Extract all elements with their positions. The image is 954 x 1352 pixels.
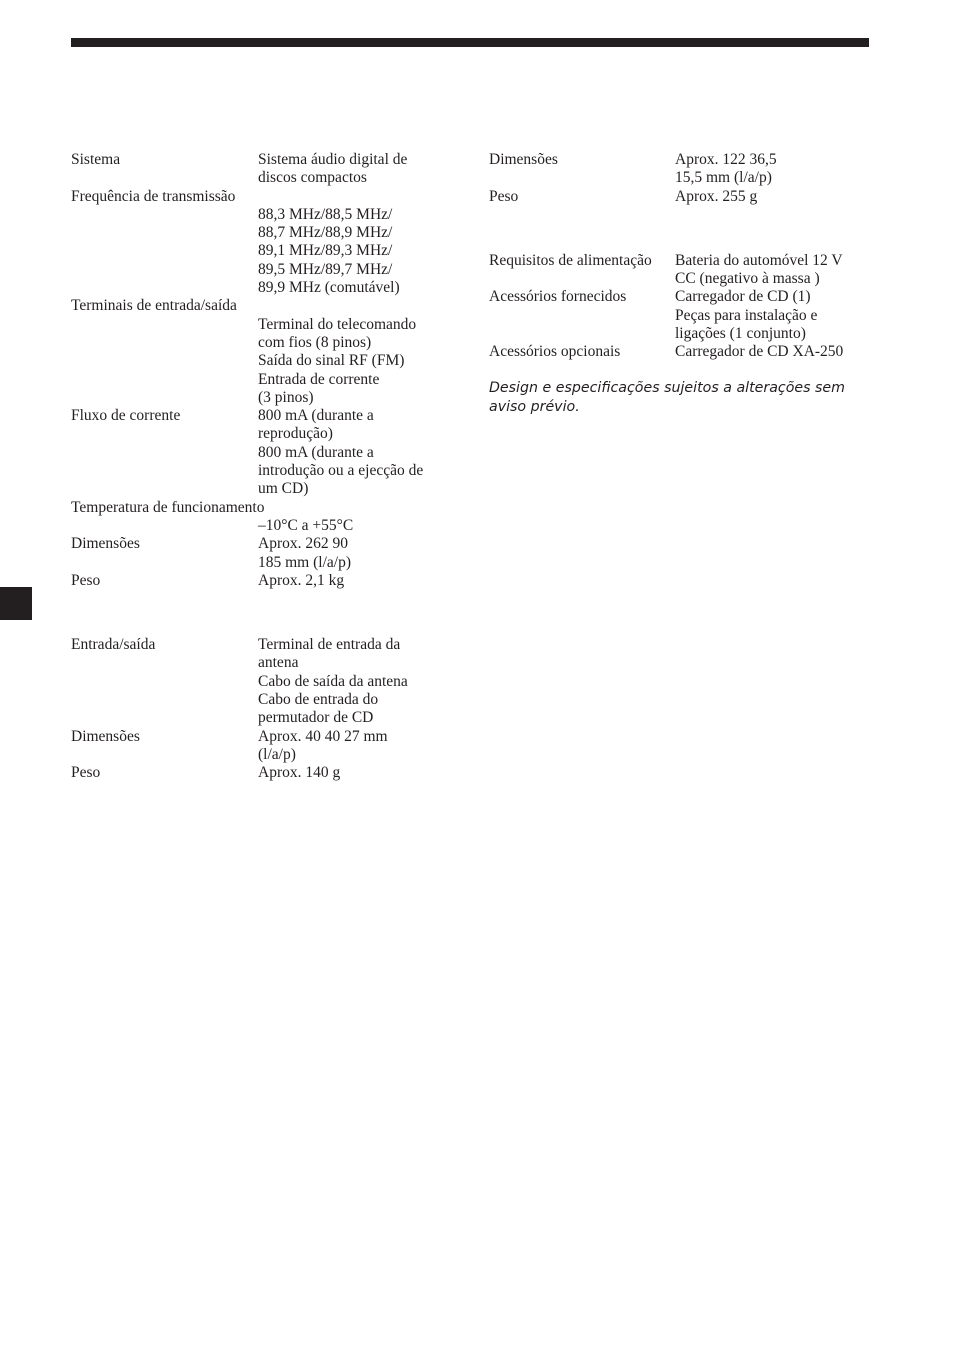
spec-group-cd-changer (71, 151, 456, 590)
spec-row (71, 535, 456, 572)
spec-row (71, 764, 456, 782)
spec-label: Terminais de entrada/saída (71, 297, 237, 315)
spec-row (71, 316, 456, 407)
spec-row (489, 343, 879, 361)
spec-label: Entrada/saída (71, 636, 156, 654)
spec-label: Temperatura de funcionamento (71, 498, 265, 516)
spec-label: Acessórios opcionais (489, 343, 621, 361)
spec-value: Carregador de CD XA-250 (675, 343, 844, 361)
spec-row (71, 206, 456, 297)
spec-value: Aprox. 122 36,5 15,5 mm (l/a/p) (675, 151, 777, 187)
spec-value: Terminal do telecomando com fios (8 pinos) Saída do sinal RF (FM) Entrada de corrente (3 pinos) (258, 315, 417, 406)
spec-value: Carregador de CD (1) Peças para instalação e ligações (1 conjunto) (675, 288, 818, 343)
spec-value: Sistema áudio digital de discos compactos (258, 151, 408, 187)
spec-row (489, 288, 879, 343)
spec-column-left (71, 151, 456, 783)
spec-value: Aprox. 2,1 kg (258, 571, 345, 589)
spec-row (71, 407, 456, 498)
spec-row (489, 151, 879, 188)
spec-row (71, 499, 456, 517)
spec-label: Dimensões (71, 727, 140, 745)
header-rule (71, 38, 869, 47)
spec-value: Terminal de entrada da antena Cabo de saída da antena Cabo de entrada do permutador de CD (258, 636, 408, 727)
spec-group-general (489, 252, 879, 362)
spec-value: Aprox. 262 90 185 mm (l/a/p) (258, 535, 351, 571)
spec-label: Dimensões (489, 151, 558, 168)
spec-label: Peso (489, 187, 519, 205)
spec-value: –10°C a +55°C (258, 516, 354, 534)
spec-value: 88,3 MHz/88,5 MHz/ 88,7 MHz/88,9 MHz/ 89,1 MHz/89,3 MHz/ 89,5 MHz/89,7 MHz/ 89,9 MHz (comutável) (258, 205, 400, 297)
spec-value: Bateria do automóvel 12 V CC (negativo à massa ) (675, 251, 843, 288)
spec-group-remote (489, 151, 879, 206)
spec-column-right (489, 151, 879, 362)
spec-label: Peso (71, 764, 101, 782)
spec-value: 800 mA (durante a reprodução) 800 mA (durante a introdução ou a ejecção de um CD) (258, 407, 424, 498)
spec-row (71, 297, 456, 315)
spec-row (71, 517, 456, 535)
spec-label: Acessórios fornecidos (489, 288, 627, 306)
spec-row (489, 188, 879, 206)
spec-label: Fluxo de corrente (71, 407, 181, 425)
spec-row (489, 252, 879, 289)
spec-label: Sistema (71, 151, 121, 168)
spec-group-fm-modulator (71, 636, 456, 782)
spec-row (71, 151, 456, 188)
disclaimer-note: Design e especificações sujeitos a alterações sem aviso prévio. (489, 380, 845, 415)
spec-row (71, 188, 456, 206)
spec-label: Frequência de transmissão (71, 187, 236, 205)
spec-row (71, 728, 456, 765)
spec-label: Requisitos de alimentação (489, 251, 652, 269)
spec-value: Aprox. 40 40 27 mm (l/a/p) (258, 727, 388, 763)
spec-value: Aprox. 140 g (258, 764, 341, 782)
spec-value: Aprox. 255 g (675, 187, 758, 205)
spec-label: Peso (71, 571, 101, 589)
spec-row (71, 572, 456, 590)
spec-label: Dimensões (71, 535, 140, 553)
page-side-tab (0, 587, 32, 620)
spec-row (71, 636, 456, 727)
